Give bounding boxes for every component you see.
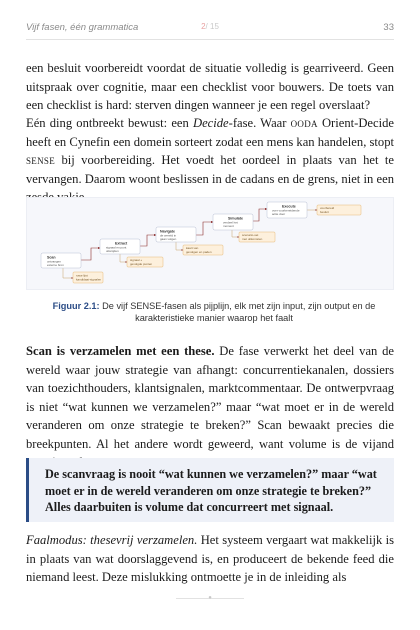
output-link-2 [120, 254, 127, 262]
connector-4 [252, 209, 267, 221]
output-box-extract [127, 257, 163, 267]
svg-text:moment: moment [223, 224, 234, 228]
chapter-title: Vijf fasen, één grammatica [26, 22, 139, 33]
svg-text:uitsnijden: uitsnijden [106, 249, 119, 253]
sense-pipeline-diagram [27, 198, 393, 289]
svg-text:met uitkomsten: met uitkomsten [242, 237, 263, 241]
page-counter-current: 2 [201, 22, 206, 31]
output-box-scan [73, 272, 103, 283]
p2-part3: Orient-Decide heeft en Cynefin een domein sorteert zodat een mens kan handelen, stopt [26, 116, 394, 149]
header-divider [26, 39, 394, 40]
svg-text:ontvangen: ontvangen [47, 259, 62, 264]
footer-ornament: ● [208, 595, 212, 601]
output-box-simulate [239, 232, 275, 242]
svg-text:signaal +: signaal + [130, 258, 143, 262]
running-head [26, 22, 394, 36]
svg-text:externe bron: externe bron [47, 263, 64, 267]
output-link-1 [63, 268, 73, 278]
output-link-3 [176, 242, 183, 250]
svg-text:signaal en punt: signaal en punt [106, 245, 127, 250]
p2-decide: Decide [192, 116, 229, 130]
connector-3 [194, 222, 213, 235]
paragraph-4-text [26, 531, 394, 587]
svg-text:Navigate: Navigate [160, 229, 175, 234]
p3-lead: Scan is verzamelen met een these. [26, 344, 215, 358]
svg-text:kandidaat-signalen: kandidaat-signalen [76, 277, 102, 282]
output-link-4 [232, 230, 239, 237]
svg-text:Scan: Scan [47, 255, 56, 260]
page-number: 33 [383, 22, 394, 33]
paragraph-2 [26, 114, 394, 207]
p2-part1: Eén ding ontbreekt bewust: een [26, 116, 193, 130]
p2-ooda: ooda [290, 116, 318, 130]
svg-text:Execute: Execute [282, 204, 296, 209]
p2-sense: sense [26, 153, 56, 167]
paragraph-2-text [26, 114, 394, 207]
output-box-execute [317, 205, 361, 215]
paragraph-1-text: een besluit voorbereidt voordat de situatie volledig is gearriveerd. Geen uitspraak over cognitie, maar een checklist voor bouwers. De toets van een checklist is hard: sterven dingen wanneer je een regel overslaat? [26, 61, 394, 112]
callout-box [26, 458, 394, 522]
svg-text:kaart van: kaart van [186, 246, 199, 250]
svg-text:gevolgde punten: gevolgde punten [130, 262, 153, 266]
phase-node-navigate [156, 227, 196, 242]
p3-body: De fase verwerkt het deel van de wereld waar jouw strategie van afhangt: concurrentiekanalen, dossiers van toezichthouders, klantsignalen, marktcommentaar. De ontwerpvraag is niet “wat kunnen we verzamelen?” maar “wat moet er in de wereld veranderen om onze strategie te breken?” Scan bewaakt precies die breekpunten. Al het andere wordt geweerd, want volume is de vijand [26, 344, 394, 451]
p4-label: Faalmodus: thesevrij verzamelen. [26, 533, 198, 547]
svg-text:gaan volgen: gaan volgen [160, 237, 177, 241]
paragraph-3 [26, 342, 394, 472]
svg-text:voer voorbereidende: voer voorbereidende [272, 208, 300, 213]
svg-text:de wereld in: de wereld in [160, 233, 177, 238]
figure-caption [48, 300, 380, 324]
svg-text:verdeel het: verdeel het [223, 220, 238, 225]
svg-text:actie door: actie door [272, 212, 286, 216]
phase-node-execute [267, 202, 307, 218]
connector-1 [81, 248, 100, 260]
svg-text:voorbereid: voorbereid [320, 206, 335, 210]
callout-text: De scanvraag is nooit “wat kunnen we verzamelen?” maar “wat moet er in de wereld veranderen om onze strategie te breken?” Alles daarbuiten is volume dat concurreert met signaal. [45, 467, 377, 514]
phase-node-scan [41, 253, 81, 268]
caption-label: Figuur 2.1: [52, 301, 100, 311]
page-counter [201, 22, 219, 31]
svg-text:scenario-set: scenario-set [242, 233, 259, 237]
caption-text: De vijf SENSE-fasen als pijplijn, elk met zijn input, zijn output en de karakteristieke manier waarop het faalt [99, 301, 376, 323]
paragraph-4 [26, 531, 394, 587]
page-counter-total: / 15 [205, 22, 219, 31]
p2-part4: bij voorbereiding. Het voedt het oordeel in plaats van het te vervangen. Daarom woont beslissen in de cadans en de grens, niet in een [26, 153, 394, 186]
phase-node-extract [100, 239, 140, 254]
p2-part2: -fase. Waar [228, 116, 291, 130]
svg-text:gevolgen en paden: gevolgen en paden [186, 250, 212, 254]
svg-text:ruwe lijst: ruwe lijst [76, 273, 88, 278]
svg-text:Simulate: Simulate [228, 216, 243, 221]
connector-2 [140, 235, 156, 246]
svg-text:besluit: besluit [320, 210, 329, 214]
output-box-navigate [183, 245, 223, 255]
paragraph-3-text [26, 342, 394, 472]
paragraph-1 [26, 59, 394, 115]
svg-text:Extract: Extract [115, 241, 128, 246]
phase-node-simulate [213, 214, 253, 230]
p4-body: Het systeem vergaart wat makkelijk is in plaats van wat doorslaggevend is, en produceert de bekende feed die niemand leest. Deze mislukking ontmoette je in de inleiding als [26, 533, 394, 584]
sense-pipeline-figure [26, 197, 394, 290]
